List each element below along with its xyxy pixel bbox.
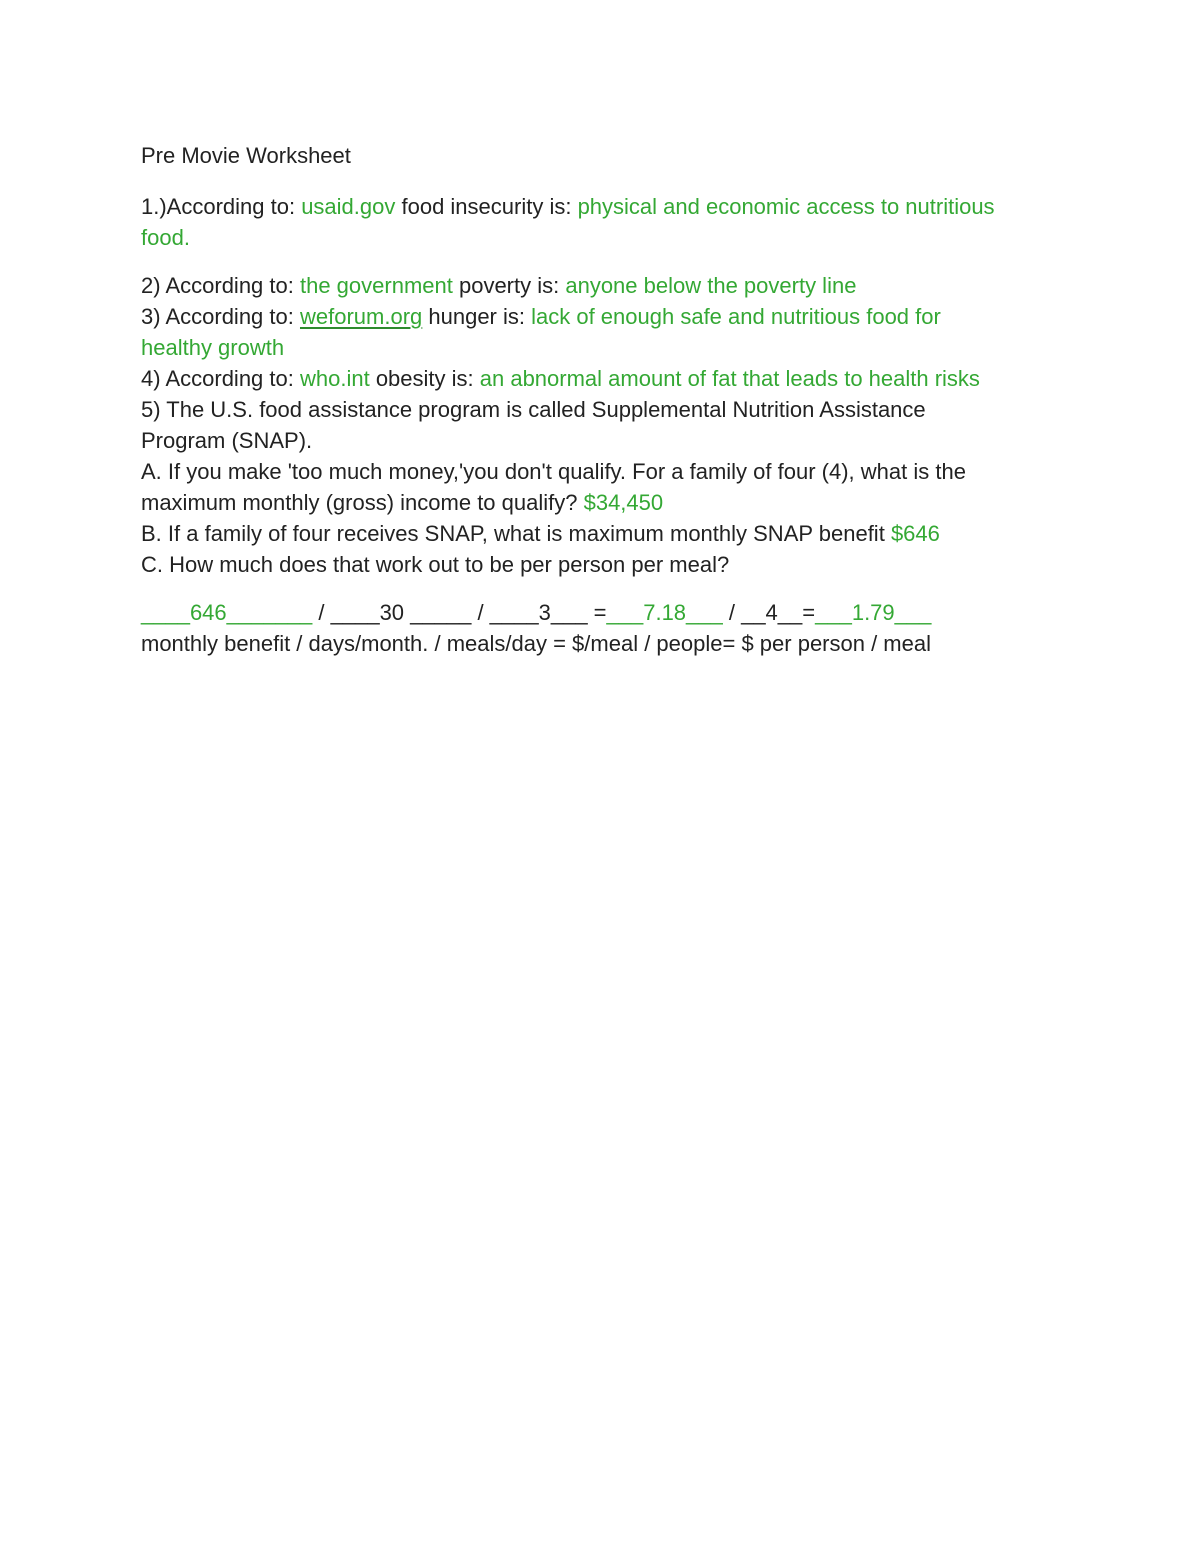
q1-source: usaid.gov [301, 194, 396, 219]
qa-answer: $34,450 [583, 490, 664, 515]
q1-lead: 1.)According to: [141, 194, 302, 219]
q1-answer: physical and economic access to nutritious [577, 194, 995, 219]
qb-text: B. If a family of four receives SNAP, what is maximum monthly SNAP benefit [141, 521, 891, 546]
q1-mid: food insecurity is: [395, 194, 578, 219]
q2-answer: anyone below the poverty line [565, 273, 857, 298]
calc-days-meals: / ____30 _____ / ____3___ = [312, 600, 607, 625]
q4-lead: 4) According to: [141, 366, 300, 391]
qa-line-1: A. If you make 'too much money,'you don't qualify. For a family of four (4), what is the [141, 459, 966, 484]
qb-answer: $646 [890, 521, 940, 546]
qa-line-2: maximum monthly (gross) income to qualify? [141, 490, 584, 515]
question-4 [141, 363, 1071, 394]
q4-mid: obesity is: [369, 366, 480, 391]
q3-answer: lack of enough safe and nutritious food for [531, 304, 941, 329]
question-5a [141, 456, 1071, 518]
calc-monthly-benefit: ____646_______ [141, 600, 313, 625]
question-5c: C. How much does that work out to be per person per meal? [141, 552, 730, 577]
calc-per-person-meal: ___1.79___ [815, 600, 932, 625]
q3-answer-cont: healthy growth [141, 335, 285, 360]
question-5 [141, 394, 1071, 456]
q3-lead: 3) According to: [141, 304, 300, 329]
question-1 [141, 191, 1071, 253]
calculation-line [141, 597, 1071, 628]
worksheet-page [141, 140, 1071, 659]
q3-mid: hunger is: [422, 304, 532, 329]
q4-answer: an abnormal amount of fat that leads to health risks [479, 366, 980, 391]
q5-line-2: Program (SNAP). [141, 428, 313, 453]
question-5b [141, 518, 1071, 549]
q2-source: the government [299, 273, 453, 298]
calculation-labels: monthly benefit / days/month. / meals/day = $/meal / people= $ per person / meal [141, 631, 931, 656]
question-2 [141, 270, 1071, 301]
page-title: Pre Movie Worksheet [141, 143, 351, 168]
q4-source: who.int [299, 366, 370, 391]
q2-lead: 2) According to: [141, 273, 300, 298]
calc-per-meal: ___7.18___ [606, 600, 723, 625]
q2-mid: poverty is: [452, 273, 566, 298]
q5-line-1: 5) The U.S. food assistance program is called Supplemental Nutrition Assistance [141, 397, 926, 422]
q3-source-link[interactable]: weforum.org [299, 304, 423, 329]
question-3 [141, 301, 1071, 363]
q1-answer-cont: food. [141, 225, 190, 250]
calc-people: / __4__= [722, 600, 816, 625]
